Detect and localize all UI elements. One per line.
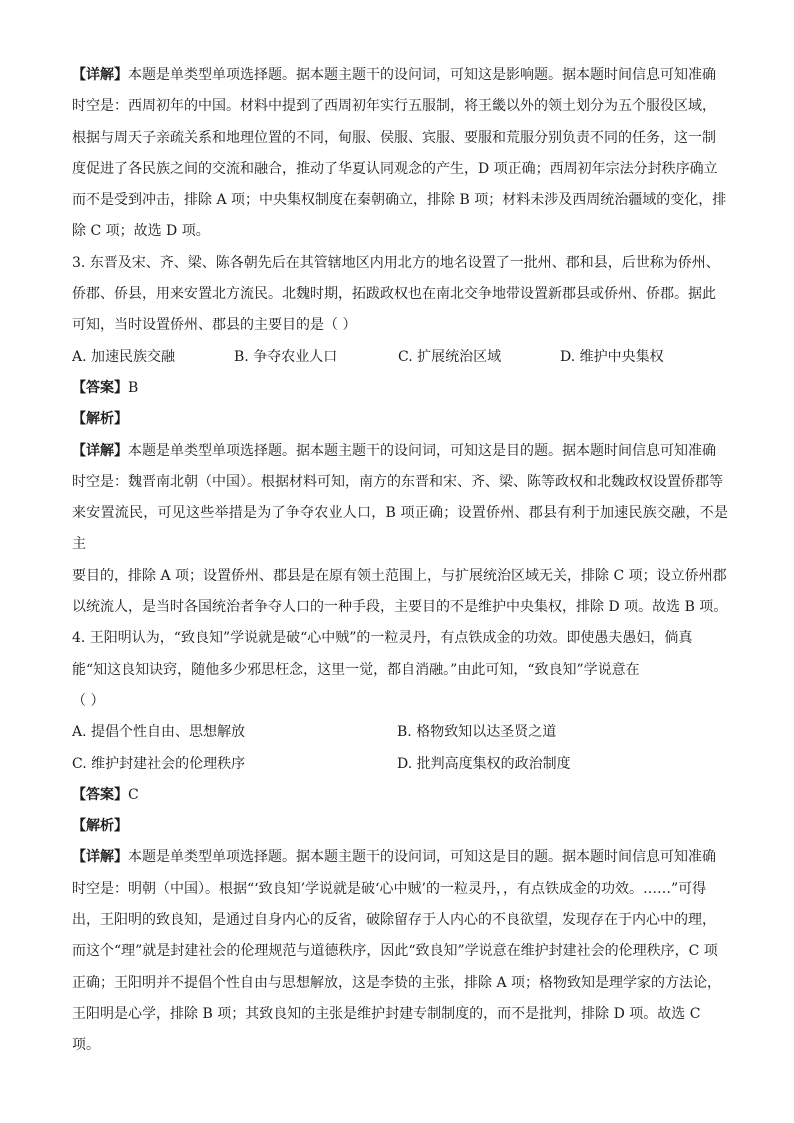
- answer-value: B: [128, 379, 139, 396]
- detail-text: 本题是单类型单项选择题。据本题主题干的设问词，可知这是目的题。据本题时间信息可知准确 时空是：魏晋南北朝（中国）。根据材料可知，南方的东晋和宋、齐、梁、陈等政权和北魏政权设置侨郡等 来安置流民，可见这些举措是为了争夺农业人口，B 项正确；设置侨州、郡县有利于加速民族交融，不是主 要目的，排除 A 项；设置侨州、郡县是在原有领土范围上，与扩展统治区域无关，排除 C 项；设立侨州郡 以统流人，是当时各国统治者争夺人口的一种手段，主要目的不是维护中央集权，排除 D 项。故选 B 项。: [72, 442, 728, 616]
- answer-tag: 【答案】: [72, 379, 128, 396]
- q3-answer: [72, 373, 728, 404]
- q3-detail: [72, 436, 728, 624]
- document-page: [72, 60, 728, 1062]
- q4-analysis-tag: 【解析】: [72, 818, 128, 835]
- q3-option-a: A. 加速民族交融: [72, 348, 176, 365]
- q3-analysis-tag: 【解析】: [72, 411, 128, 428]
- q3-stem: 3. 东晋及宋、齐、梁、陈各朝先后在其管辖地区内用北方的地名设置了一批州、郡和县，后世称为侨州、 侨郡、侨县，用来安置北方流民。北魏时期，拓跋政权也在南北交争地带设置新郡县或侨州、侨郡。据此 可知，当时设置侨州、郡县的主要目的是（ ）: [72, 254, 720, 334]
- q3-option-b: B. 争夺农业人口: [234, 348, 338, 365]
- q4-options-row-1: [72, 717, 728, 748]
- q4-option-a: A. 提倡个性自由、思想解放: [72, 724, 246, 741]
- answer-value: C: [128, 786, 139, 803]
- q3-option-d: D. 维护中央集权: [560, 348, 664, 365]
- q2-detail: [72, 60, 728, 248]
- q4-options-row-2: [72, 749, 728, 780]
- q3-options: [72, 342, 728, 373]
- q4-option-c: C. 维护封建社会的伦理秩序: [72, 755, 246, 772]
- detail-tag: 【详解】: [72, 442, 128, 459]
- q4-stem: 4. 王阳明认为，“致良知”学说就是破“心中贼”的一粒灵丹，有点铁成金的功效。即使愚夫愚妇，倘真 能“知这良知诀窍，随他多少邪思枉念，这里一觉，都自消融。”由此可知，“致良知”学说意在 （ ）: [72, 630, 693, 709]
- detail-text: 本题是单类型单项选择题。据本题主题干的设问词，可知这是目的题。据本题时间信息可知准确 时空是：明朝（中国）。根据“‘致良知’学说就是破‘心中贼’的一粒灵丹，，有点铁成金的功效。……”可得 出，王阳明的致良知，是通过自身内心的反省，破除留存于人内心的不良欲望，发现存在于内心中的理， 而这个“理”就是封建社会的伦理规范与道德秩序，因此“致良知”学说意在维护封建社会的伦理秩序，C 项 正确；王阳明并不提倡个性自由与思想解放，这是李贽的主张，排除 A 项；格物致知是理学家的方法论， 王阳明是心学，排除 B 项；其致良知的主张是维护封建专制制度的，而不是批判，排除 D 项。故选 C 项。: [72, 849, 722, 1054]
- q3-option-c: C. 扩展统治区域: [398, 348, 502, 365]
- q4-option-b: B. 格物致知以达圣贤之道: [397, 724, 557, 741]
- q4-option-d: D. 批判高度集权的政治制度: [397, 755, 571, 772]
- answer-tag: 【答案】: [72, 786, 128, 803]
- detail-text: 本题是单类型单项选择题。据本题主题干的设问词，可知这是影响题。据本题时间信息可知准确 时空是：西周初年的中国。材料中提到了西周初年实行五服制，将王畿以外的领土划分为五个服役区域， 根据与周天子亲疏关系和地理位置的不同，甸服、侯服、宾服、要服和荒服分别负责不同的任务，这一制 度促进了各民族之间的交流和融合，推动了华夏认同观念的产生，D 项正确；西周初年宗法分封秩序确立 而不是受到冲击，排除 A 项；中央集权制度在秦朝确立，排除 B 项；材料未涉及西周统治疆域的变化，排 除 C 项；故选 D 项。: [72, 67, 727, 240]
- q4-detail: [72, 842, 728, 1061]
- q4-answer: [72, 780, 728, 811]
- detail-tag: 【详解】: [72, 849, 128, 866]
- detail-tag: 【详解】: [72, 67, 128, 83]
